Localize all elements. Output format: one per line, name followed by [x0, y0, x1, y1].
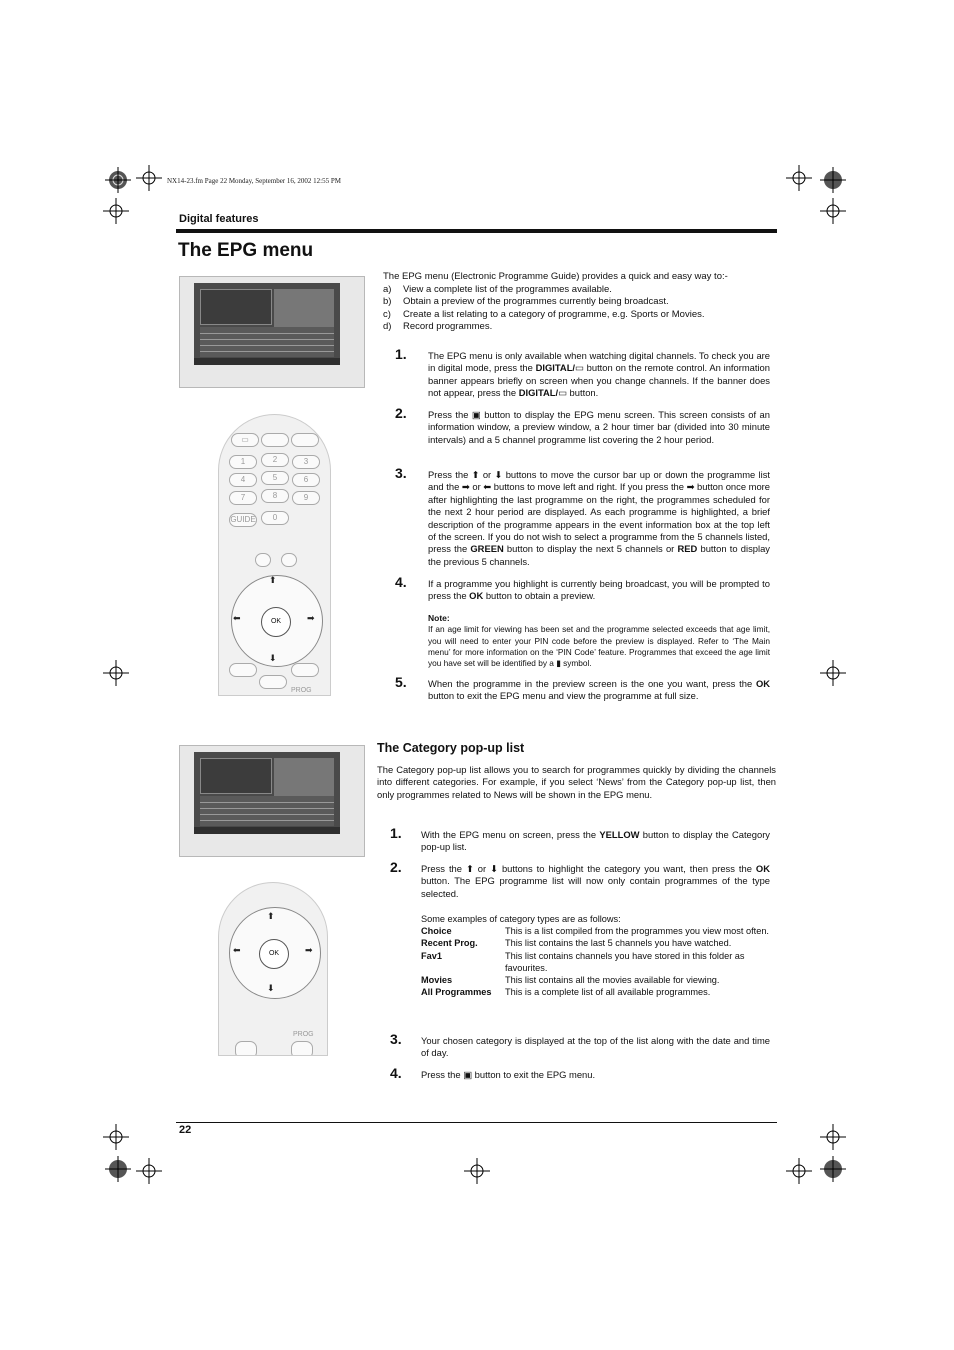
registration-mark-icon [820, 660, 846, 686]
lock-icon: ▮ [556, 658, 561, 669]
note: Note: If an age limit for viewing has been set and the programme selected exceeds that age limit, you will need to enter your PIN code before the preview is displayed. Refer to ‘The Main menu’ for more information on the ‘PIN Code’ feature. Programmes that exceed the age limit you have set will be identified by a ▮ symbol. [428, 613, 770, 669]
registration-mark-icon [786, 165, 812, 191]
intro-item: Record programmes. [403, 321, 493, 332]
tv-screen-icon: ▭ [558, 387, 567, 399]
epg-screen-image [179, 276, 365, 388]
arrow-down-icon: ⬇ [494, 469, 503, 480]
tv-screen-icon: ▭ [575, 362, 584, 374]
registration-mark-icon [105, 167, 131, 193]
epg-button-icon: ▣ [471, 409, 481, 420]
category-heading: The Category pop-up list [377, 741, 525, 755]
intro: The EPG menu (Electronic Programme Guide) provides a quick and easy way to:- a) View a complete list of the programmes available. b) Obtain a preview of the programmes currently being broadcast. c) Create a list relating to a category of programme, e.g. Sports or Movies. d) Record programmes. [383, 271, 778, 334]
registration-mark-icon [820, 167, 846, 193]
step-3: 3. Press the ⬆ or ⬇ buttons to move the cursor bar up or down the programme list and the ➡ or ⬅ buttons to move left and right. If you press the ➡ button once more after highlighting the last programme on the right, the programmes scheduled for the next 2 hour period are displayed. As each programme is highlighted, a brief description of the programme appears in the event information box at the top left of the screen. If you do not wish to select a programme from the 5 channels listed, press the GREEN button to display the next 5 channels or RED button to display the previous 5 channels. [395, 465, 771, 567]
intro-item: Obtain a preview of the programmes currently being broadcast. [403, 296, 669, 307]
type-desc: This is a list compiled from the programmes you view most often. [505, 926, 769, 937]
remote-guide-label: GUIDE [229, 513, 257, 527]
category-step-1: 1. With the EPG menu on screen, press the YELLOW button to display the Category pop-up list. [390, 825, 770, 853]
footer-rule [176, 1122, 777, 1123]
registration-mark-icon [786, 1158, 812, 1184]
arrow-right-icon: ➡ [686, 481, 695, 493]
arrow-up-icon: ⬆ [465, 863, 474, 874]
arrow-right-icon: ➡ [461, 481, 470, 493]
page-number: 22 [179, 1124, 192, 1136]
page-title: The EPG menu [178, 240, 314, 261]
registration-mark-icon [105, 1156, 131, 1182]
registration-mark-icon [136, 165, 162, 191]
remote-prog-label: PROG [291, 687, 312, 694]
intro-item: View a complete list of the programmes available. [403, 283, 612, 295]
remote-control-image: ▭ 1 2 3 4 5 6 7 8 9 GUIDE 0 OK ⬆ ⬇ ⬅ ➡ PROG [218, 414, 331, 696]
arrow-down-icon: ⬇ [490, 863, 498, 874]
print-header: NX14-23.fm Page 22 Monday, September 16, 2002 12:55 PM [167, 177, 341, 185]
types-lead: Some examples of category types are as follows: [421, 914, 621, 924]
registration-mark-icon [820, 198, 846, 224]
category-step-4: 4. Press the ▣ button to exit the EPG menu. [390, 1065, 596, 1081]
intro-lead: The EPG menu (Electronic Programme Guide) provides a quick and easy way to:- [383, 271, 728, 282]
registration-mark-icon [136, 1158, 162, 1184]
registration-mark-icon [820, 1156, 846, 1182]
remote-ok-label: OK [261, 607, 291, 637]
step-5: 5. When the programme in the preview screen is the one you want, press the OK button to exit the EPG menu and view the programme at full size. [395, 674, 770, 702]
registration-mark-icon [103, 198, 129, 224]
registration-mark-icon [464, 1158, 490, 1184]
arrow-up-icon: ⬆ [471, 469, 480, 480]
type-desc: This list contains channels you have stored in this folder as favourites. [505, 950, 745, 973]
category-intro: The Category pop-up list allows you to search for programmes quickly by dividing the channels into different categories. For example, if you select ‘News’ from the Category pop-up list, then only programmes related to News will be shown in the EPG menu. [377, 764, 776, 800]
category-types: Some examples of category types are as follows: Choice This is a list compiled from the programmes you view most often. Recent Prog. This list contains the last 5 channels you have watched. Fav1 This list contains channels you have stored in this folder as favourites. Movies This list contains all the movies available for viewing. All Programmes This is a complete list of all available programmes. [421, 913, 773, 998]
epg-button-icon: ▣ [463, 1069, 473, 1080]
type-desc: This is a complete list of all available programmes. [505, 987, 711, 998]
step-4: 4. If a programme you highlight is currently being broadcast, you will be prompted to press the OK button to obtain a preview. [395, 574, 770, 602]
category-screen-image [179, 745, 365, 857]
section-label: Digital features [179, 213, 259, 225]
step-1: 1. The EPG menu is only available when watching digital channels. To check you are in digital mode, press the DIGITAL/▭ button on the remote control. An information banner appears briefly on screen when you change channels. If the banner does not appear, press the DIGITAL/▭ button. [395, 346, 770, 399]
category-step-3: 3. Your chosen category is displayed at the top of the list along with the date and time of day. [390, 1031, 770, 1059]
intro-item: Create a list relating to a category of programme, e.g. Sports or Movies. [403, 308, 705, 320]
registration-mark-icon [103, 1124, 129, 1150]
header-rule [176, 229, 777, 233]
remote-control-image: OK ⬆ ⬇ ⬅ ➡ PROG [218, 882, 328, 1056]
registration-mark-icon [820, 1124, 846, 1150]
type-desc: This list contains the last 5 channels you have watched. [505, 938, 732, 949]
type-desc: This list contains all the movies available for viewing. [505, 975, 720, 986]
arrow-left-icon: ⬅ [483, 481, 492, 493]
step-2: 2. Press the ▣ button to display the EPG menu screen. This screen consists of an information window, a preview window, a 2 hour timer bar (divided into 30 minute intervals) and a 5 channel programme list covering the 2 hour period. [395, 405, 770, 445]
category-step-2: 2. Press the ⬆ or ⬇ buttons to highlight the category you want, then press the OK button. The EPG programme list will now only contain programmes of the type selected. [390, 859, 770, 899]
registration-mark-icon [103, 660, 129, 686]
